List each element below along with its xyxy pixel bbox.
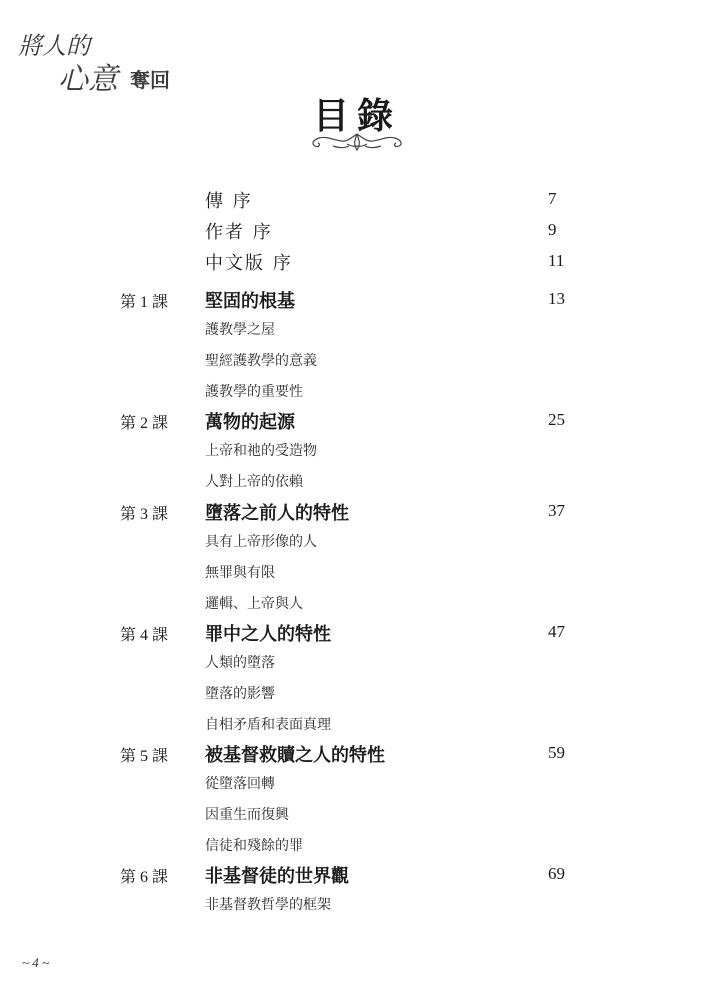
lesson-subtopic: 非基督教哲學的框架 <box>205 897 331 913</box>
lesson-subtopic: 從墮落回轉 <box>205 776 275 792</box>
lesson-label: 第 3 課 <box>120 506 169 523</box>
lesson-title: 萬物的起源 <box>205 412 295 433</box>
lesson-label: 第 6 課 <box>120 869 169 886</box>
lesson-subtopic: 聖經護教學的意義 <box>205 353 317 369</box>
lesson-subtopic: 具有上帝形像的人 <box>205 534 317 550</box>
page-title: 目錄 <box>312 96 401 137</box>
lesson-label: 第 5 課 <box>120 748 169 765</box>
lesson-label: 第 4 課 <box>120 627 169 644</box>
lesson-title: 罪中之人的特性 <box>205 624 331 645</box>
lesson-page: 69 <box>548 864 565 883</box>
lesson-subtopic: 護教學之屋 <box>205 322 275 338</box>
lesson-title: 非基督徒的世界觀 <box>205 866 349 887</box>
page-number: ~ 4 ~ <box>22 955 50 970</box>
lesson-subtopic: 邏輯、上帝與人 <box>205 596 303 612</box>
lesson-subtopic: 因重生而復興 <box>205 807 289 823</box>
lesson-label: 第 1 課 <box>120 294 169 311</box>
preface-page: 7 <box>548 189 557 208</box>
lesson-page: 47 <box>548 622 565 641</box>
preface-title: 傳 序 <box>205 191 253 212</box>
lesson-title: 堅固的根基 <box>205 291 295 312</box>
lesson-page: 59 <box>548 743 565 762</box>
preface-title: 作者 序 <box>205 222 273 243</box>
lesson-subtopic: 信徒和殘餘的罪 <box>205 838 303 854</box>
logo-line-1: 將人的 <box>18 32 90 60</box>
lesson-page: 13 <box>548 289 565 308</box>
lesson-label: 第 2 課 <box>120 415 169 432</box>
logo-line-2: 心意 <box>58 62 118 97</box>
lesson-subtopic: 護教學的重要性 <box>205 384 303 400</box>
preface-page: 9 <box>548 220 557 239</box>
lesson-subtopic: 墮落的影響 <box>205 686 275 702</box>
lesson-subtopic: 人對上帝的依賴 <box>205 474 303 490</box>
lesson-subtopic: 人類的墮落 <box>205 655 275 671</box>
preface-title: 中文版 序 <box>205 253 293 274</box>
lesson-subtopic: 無罪與有限 <box>205 565 275 581</box>
lesson-page: 25 <box>548 410 565 429</box>
logo-line-3: 奪回 <box>130 68 170 92</box>
lesson-title: 墮落之前人的特性 <box>205 503 349 524</box>
lesson-title: 被基督救贖之人的特性 <box>205 745 385 766</box>
preface-page: 11 <box>548 251 565 270</box>
lesson-subtopic: 上帝和祂的受造物 <box>205 443 317 459</box>
lesson-subtopic: 自相矛盾和表面真理 <box>205 717 331 733</box>
lesson-page: 37 <box>548 501 565 520</box>
